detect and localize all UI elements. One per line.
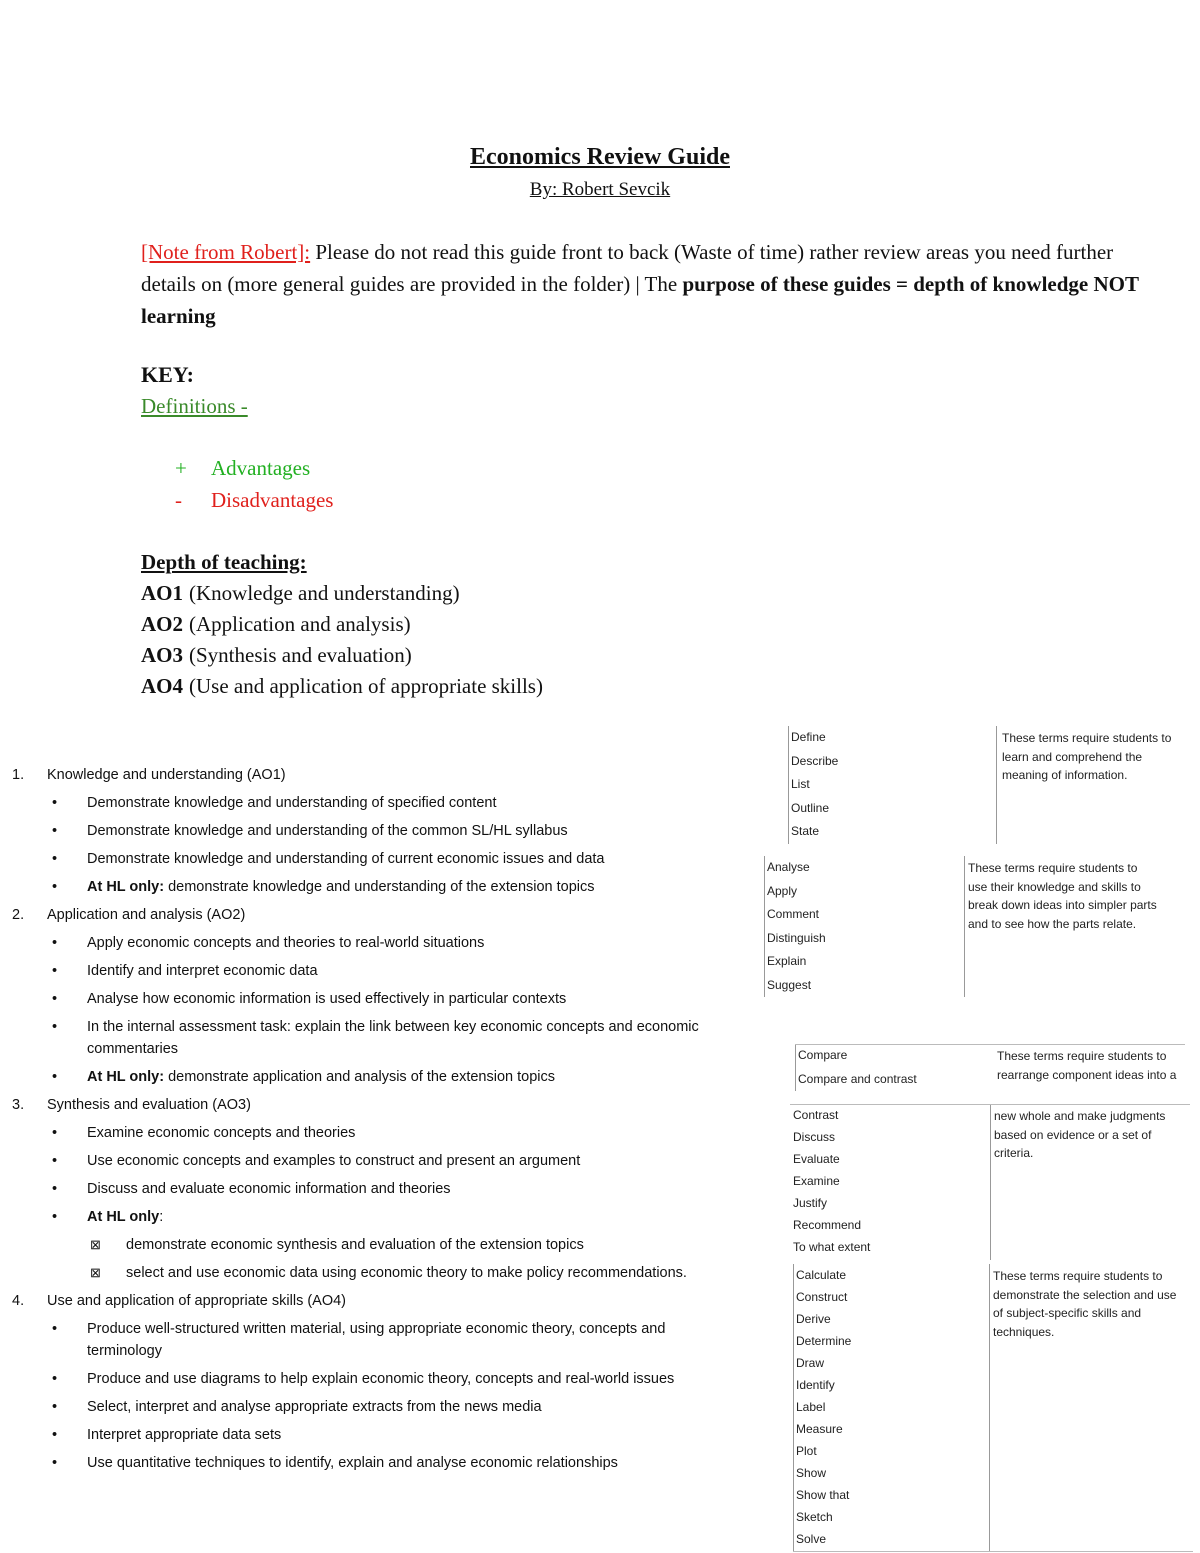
terms-column [791,726,838,844]
command-term: Label [796,1400,826,1414]
objective-number: 4. [12,1293,25,1309]
plus-icon: + [175,456,187,480]
title-text: Economics Review Guide [470,144,730,170]
command-term: List [791,777,810,791]
objective-bullet [87,795,497,811]
ao-desc: (Synthesis and evaluation) [189,643,412,667]
objective-title: Synthesis and evaluation (AO3) [47,1097,251,1113]
bullet-bold: At HL only [87,1209,160,1225]
bullet-continuation: terminology [87,1343,162,1359]
command-term: Discuss [793,1130,836,1144]
ao-code: AO4 [141,674,183,698]
bullet-icon: • [52,1455,58,1471]
bullet-icon: • [52,879,58,895]
bullet-icon: • [52,1153,58,1169]
bullet-icon: • [52,1125,58,1141]
command-term: Distinguish [767,930,826,945]
bullet-icon: • [52,1181,58,1197]
bullet-text: Use quantitative techniques to identify, explain and analyse economic relationships [87,1455,618,1471]
sub-bullet: demonstrate economic synthesis and evaluation of the extension topics [126,1237,584,1253]
bullet-icon: • [52,1371,58,1387]
minus-icon: - [175,488,182,512]
ao-item [141,581,460,606]
sub-bullet: select and use economic data using economic theory to make policy recommendations. [126,1265,687,1281]
command-term: Calculate [796,1268,847,1282]
objective-bullet [87,1019,699,1035]
byline [0,179,1200,201]
ao-code: AO3 [141,643,183,667]
objective-title: Application and analysis (AO2) [47,907,246,923]
ao-code: AO1 [141,581,183,605]
command-term: Describe [791,753,839,768]
table-rule [793,1551,1193,1552]
command-term: Compare and contrast [798,1071,917,1086]
objective-bullet [87,823,568,839]
bullet-icon: • [52,963,58,979]
terms-description: These terms require students to use their knowledge and skills to break down ideas into simpler parts and to see how the parts relate. [968,861,1157,931]
bullet-continuation: commentaries [87,1041,179,1057]
objective-bullet [87,1371,674,1387]
bullet-text: Demonstrate knowledge and understanding of the common SL/HL syllabus [87,823,568,839]
command-term: Sketch [796,1510,833,1524]
objective-bullet [87,1399,542,1415]
objective-title: Use and application of appropriate skills (AO4) [47,1293,347,1309]
bullet-text: Produce and use diagrams to help explain economic theory, concepts and real-world issues [87,1371,675,1387]
table-divider [793,1264,794,1552]
bullet-text: Demonstrate knowledge and understanding of current economic issues and data [87,851,605,867]
terms-column [796,1264,851,1550]
bullet-bold: At HL only: [87,879,165,895]
byline-text: By: Robert Sevcik [529,179,671,200]
ao-desc: (Application and analysis) [189,612,411,636]
bullet-text: Identify and interpret economic data [87,963,318,979]
terms-description: These terms require students to demonstrate the selection and use of subject-specific skills and techniques. [993,1269,1177,1339]
bullet-bold: At HL only: [87,1069,165,1085]
objective-bullet [87,963,318,979]
command-terms-table [790,1104,1190,1260]
key-disadvantages [175,488,333,513]
bullet-text: Apply economic concepts and theories to real-world situations [87,935,485,951]
table-divider [795,1044,796,1091]
note-label: [Note from Robert]: [141,240,311,264]
objective-bullet [87,1427,281,1443]
command-term: Analyse [767,860,810,874]
bullet-text: Produce well-structured written material, using appropriate economic theory, concepts and [87,1321,666,1337]
bullet-icon: • [52,1427,58,1443]
terms-column [767,856,826,997]
bullet-text: Select, interpret and analyse appropriate extracts from the news media [87,1399,542,1415]
key-advantages [175,456,310,481]
command-term: State [791,824,820,838]
command-terms-table [795,1044,1185,1091]
ao-desc: (Knowledge and understanding) [189,581,460,605]
table-divider [990,1104,991,1260]
bullet-text: Use economic concepts and examples to construct and present an argument [87,1153,581,1169]
bullet-icon: • [52,935,58,951]
ao-item [141,643,412,668]
bullet-icon: • [52,851,58,867]
ao-code: AO2 [141,612,183,636]
table-divider [996,726,997,844]
command-term: Measure [796,1422,843,1436]
objective-number: 1. [12,767,25,783]
terms-description: These terms require students to learn and comprehend the meaning of information. [1002,731,1172,782]
objective-bullet [87,1455,618,1471]
bullet-icon: • [52,1019,58,1035]
advantages-label: Advantages [211,456,311,480]
command-term: Apply [767,883,798,898]
ao-desc: (Use and application of appropriate skills) [189,674,543,698]
objective-title: Knowledge and understanding (AO1) [47,767,286,783]
table-divider [964,856,965,997]
objective-bullet [87,935,484,951]
command-term: Identify [796,1378,835,1392]
terms-column [793,1104,870,1258]
command-term: Explain [767,954,807,968]
objective-bullet [87,1321,665,1337]
command-term: Recommend [793,1218,862,1232]
command-term: Justify [793,1196,828,1210]
bullet-text: demonstrate knowledge and understanding of the extension topics [164,879,595,895]
command-term: Suggest [767,977,812,992]
objective-bullet [87,879,595,895]
note-bold: purpose of these guides = depth of knowledge NOT learning [141,272,1139,328]
ao-item [141,612,411,637]
bullet-icon: • [52,1209,58,1225]
key-heading: KEY: [141,362,194,387]
command-terms-table [788,726,1188,844]
bullet-icon: • [52,1069,58,1085]
bullet-icon: • [52,1399,58,1415]
bullet-icon: • [52,795,58,811]
bullet-text: In the internal assessment task: explain the link between key economic concepts and economic [87,1019,699,1035]
table-divider [989,1264,990,1552]
command-term: Plot [796,1444,817,1458]
terms-column [798,1044,917,1091]
command-term: Contrast [793,1108,839,1122]
objective-bullet [87,1153,580,1169]
bullet-text: : [159,1209,164,1225]
command-terms-table [793,1264,1193,1552]
bullet-icon: • [52,823,58,839]
command-terms-table [764,856,1164,997]
depth-heading: Depth of teaching: [141,550,307,574]
bullet-icon: • [52,1321,58,1337]
bullet-text: demonstrate application and analysis of the extension topics [164,1069,555,1085]
checkbox-icon: ⊠ [90,1265,101,1280]
command-term: Examine [793,1174,840,1188]
command-term: Compare [798,1048,848,1062]
terms-description: new whole and make judgments based on evidence or a set of criteria. [994,1109,1166,1160]
command-term: Define [791,730,826,744]
objective-bullet [87,1125,355,1141]
bullet-icon: • [52,991,58,1007]
command-term: Comment [767,907,820,921]
objective-bullet [87,1069,555,1085]
command-term: Construct [796,1290,848,1304]
document-title [0,144,1200,171]
command-term: Derive [796,1312,831,1326]
terms-description: These terms require students to rearrange component ideas into a [997,1049,1177,1082]
bullet-text: Examine economic concepts and theories [87,1125,356,1141]
note-text: Please do not read this guide front to back (Waste of time) rather review areas you need further details on (more general guides are provided in the folder) | The [141,240,1114,296]
command-term: Draw [796,1356,825,1370]
objective-bullet [87,991,566,1007]
objective-bullet [87,851,604,867]
disadvantages-label: Disadvantages [211,488,334,512]
ao-item [141,674,543,699]
checkbox-icon: ⊠ [90,1237,101,1252]
objective-bullet [87,1181,451,1197]
key-definitions: Definitions - [141,394,248,418]
bullet-text: Demonstrate knowledge and understanding of specified content [87,795,497,811]
command-term: Solve [796,1532,827,1546]
objective-number: 3. [12,1097,25,1113]
table-divider [764,856,765,997]
note-paragraph [141,236,1151,332]
command-term: Show [796,1466,827,1480]
command-term: To what extent [793,1240,871,1254]
command-term: Show that [796,1488,850,1502]
bullet-text: Interpret appropriate data sets [87,1427,282,1443]
command-term: Determine [796,1334,852,1348]
bullet-text: Analyse how economic information is used effectively in particular contexts [87,991,567,1007]
objective-bullet [87,1209,163,1225]
command-term: Outline [791,800,830,815]
table-divider [788,726,789,844]
command-term: Evaluate [793,1152,840,1166]
bullet-text: Discuss and evaluate economic information and theories [87,1181,451,1197]
objective-number: 2. [12,907,25,923]
